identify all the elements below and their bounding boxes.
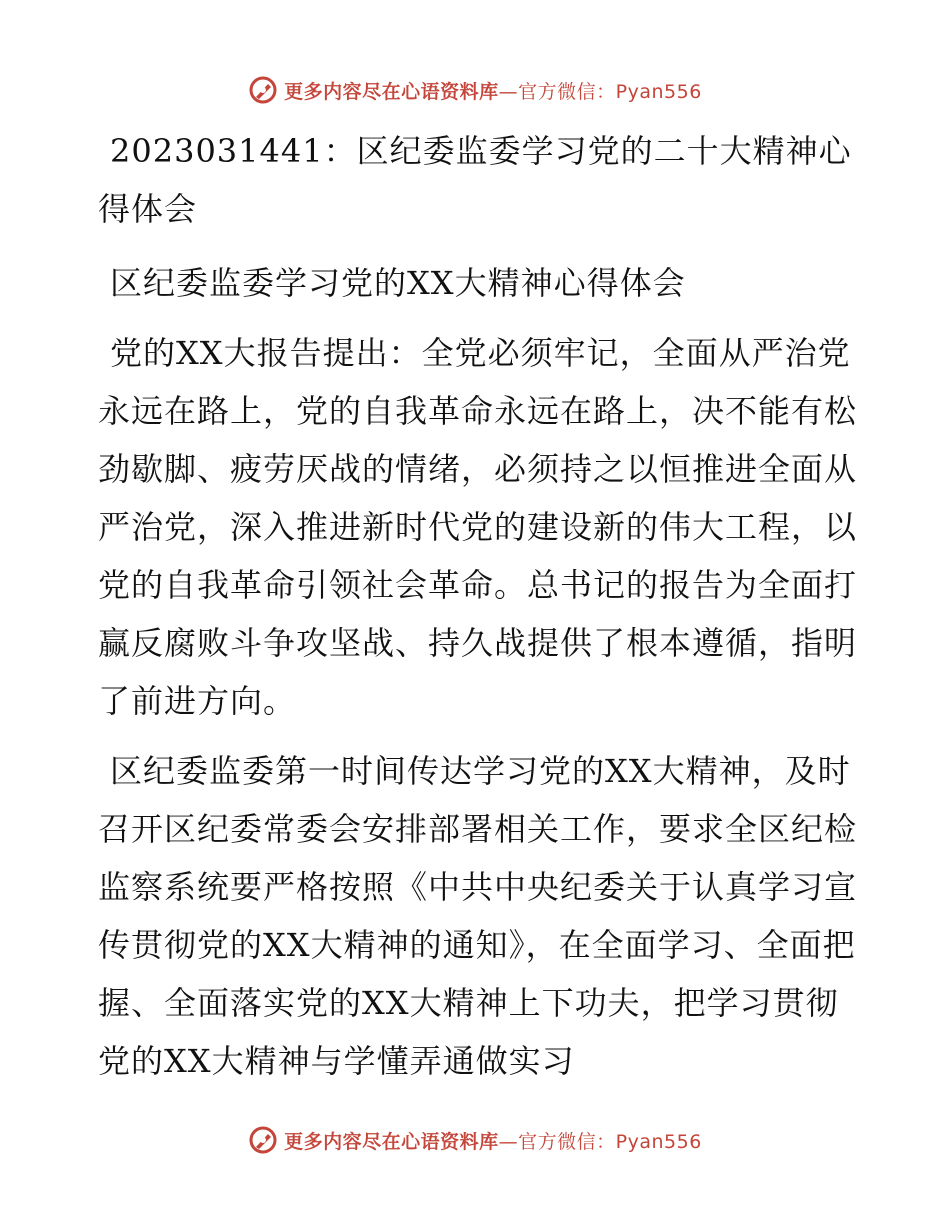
watermark-text [284, 77, 702, 104]
watermark-contact: 官方微信：Pyan556 [518, 80, 702, 103]
watermark-brand: 更多内容尽在心语资料库 [284, 1130, 499, 1153]
watermark-contact: 官方微信：Pyan556 [518, 1130, 702, 1153]
watermark-dash: — [498, 1130, 519, 1153]
paragraph-subtitle: 区纪委监委学习党的XX大精神心得体会 [110, 264, 686, 302]
document-title: 2023031441：区纪委监委学习党的二十大精神心得体会 [98, 132, 852, 228]
watermark-text [284, 1127, 702, 1154]
pen-circle-icon [248, 75, 278, 105]
watermark-dash: — [498, 80, 519, 103]
document-body [98, 122, 858, 1102]
footer-watermark [0, 1120, 950, 1160]
watermark-brand: 更多内容尽在心语资料库 [284, 80, 499, 103]
paragraph-study: 区纪委监委第一时间传达学习党的XX大精神，及时召开区纪委常委会安排部署相关工作，要求全区纪检监察系统要严格按照《中共中央纪委关于认真学习宣传贯彻党的XX大精神的通知》，在全面学习、全面把握、全面落实党的XX大精神上下功夫，把学习贯彻党的XX大精神与学懂弄通做实习 [98, 752, 858, 1080]
pen-circle-icon [248, 1125, 278, 1155]
paragraph-report: 党的XX大报告提出：全党必须牢记，全面从严治党永远在路上，党的自我革命永远在路上，决不能有松劲歇脚、疲劳厌战的情绪，必须持之以恒推进全面从严治党，深入推进新时代党的建设新的伟大工程，以党的自我革命引领社会革命。总书记的报告为全面打赢反腐败斗争攻坚战、持久战提供了根本遵循，指明了前进方向。 [98, 334, 858, 720]
header-watermark [0, 70, 950, 110]
